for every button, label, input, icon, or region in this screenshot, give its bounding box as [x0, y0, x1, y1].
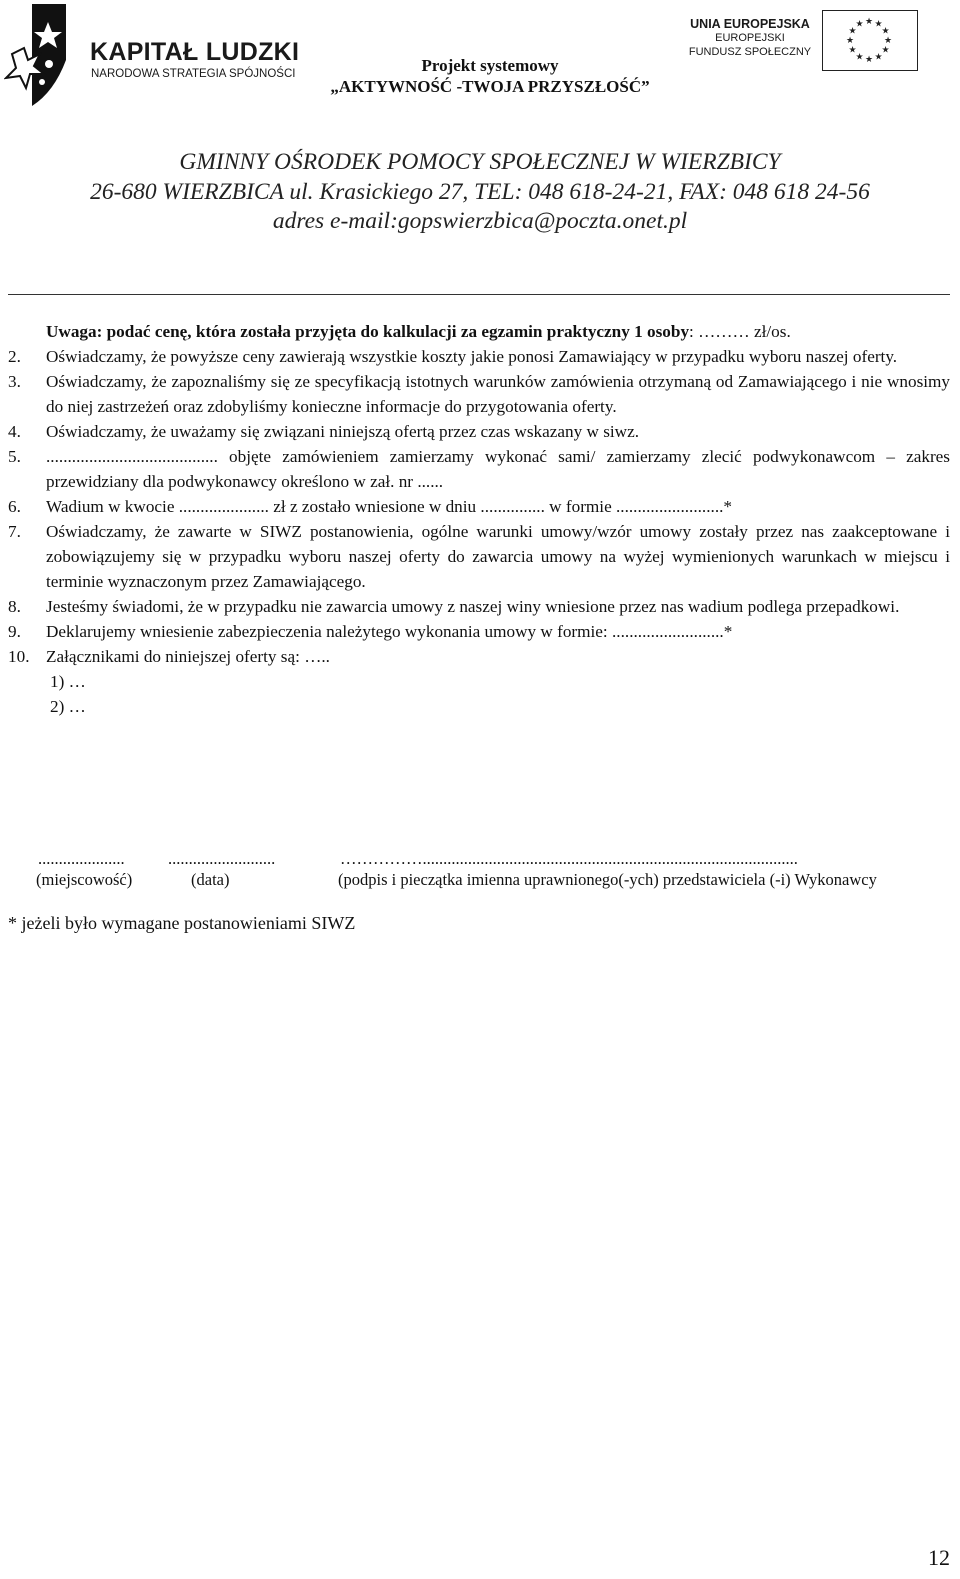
item-number: 3.: [8, 372, 21, 391]
eu-star-icon: ★: [874, 51, 883, 62]
signature-dots: ……………...........................................................................................: [340, 849, 798, 868]
eu-star-icon: ★: [864, 54, 874, 64]
list-item: [8, 444, 950, 494]
item-number: 10.: [8, 647, 30, 666]
office-address: 26-680 WIERZBICA ul. Krasickiego 27, TEL: 048 618-24-21, FAX: 048 618 24-56: [90, 178, 870, 205]
item-number: 2.: [8, 347, 21, 366]
item-number: 6.: [8, 497, 21, 516]
item-text: Deklarujemy wniesienie zabezpieczenia należytego wykonania umowy w formie: ..........................*: [46, 622, 733, 641]
list-item: [8, 594, 950, 619]
eu-star-icon: ★: [874, 18, 883, 29]
office-name: GMINNY OŚRODEK POMOCY SPOŁECZNEJ W WIERZBICY: [179, 149, 781, 175]
item-text: Załącznikami do niniejszej oferty są: …..: [46, 647, 330, 666]
offer-declarations: [8, 319, 950, 719]
place-dots: .....................: [38, 849, 125, 868]
item-number: 4.: [8, 422, 21, 441]
eu-star-icon: ★: [848, 44, 857, 55]
list-item: [8, 419, 950, 444]
item-text: Oświadczamy, że powyższe ceny zawierają wszystkie koszty jakie ponosi Zamawiający w przypadku wyboru naszej oferty.: [46, 347, 898, 366]
eu-star-icon: ★: [855, 51, 864, 62]
item-number: 5.: [8, 447, 21, 466]
list-item: [8, 644, 950, 669]
eu-star-icon: ★: [848, 25, 857, 36]
price-note-bold: Uwaga: podać cenę, która została przyjęta do kalkulacji za egzamin praktyczny 1 osoby: [46, 322, 690, 341]
eu-stars-icon: [823, 11, 916, 69]
office-email: adres e-mail:gopswierzbica@poczta.onet.pl: [272, 208, 688, 234]
header-divider: [8, 294, 950, 295]
item-text: Oświadczamy, że zapoznaliśmy się ze specyfikacją istotnych warunków zamówienia otrzymaną od Zamawiającego i nie wnosimy do niej zastrzeżeń oraz zdobyliśmy konieczne informacje do przygotowania oferty.: [46, 372, 950, 416]
list-item: [8, 369, 950, 419]
project-title: [300, 55, 680, 97]
eu-flag-icon: [822, 10, 918, 71]
kapital-ludzki-logo: [4, 2, 304, 114]
office-header: [0, 148, 960, 237]
item-text: Jesteśmy świadomi, że w przypadku nie zawarcia umowy z naszej winy wniesione przez nas wadium podlega przepadkowi.: [46, 597, 900, 616]
footnote: * jeżeli było wymagane postanowieniami SIWZ: [8, 913, 356, 933]
list-item: [8, 519, 950, 594]
place-label: (miejscowość): [36, 870, 133, 889]
eu-star-icon: ★: [881, 25, 890, 36]
page-number: 12: [928, 1545, 950, 1570]
list-item: [8, 619, 950, 644]
eu-star-icon: ★: [845, 35, 855, 45]
item-text: Wadium w kwocie ..................... zł z zostało wniesione w dniu ............... w formie .........................*: [46, 497, 733, 516]
project-line-2: „AKTYWNOŚĆ -TWOJA PRZYSZŁOŚĆ”: [330, 77, 650, 96]
eu-line-1: UNIA EUROPEJSKA: [690, 17, 810, 31]
attachment-item: 1) …: [50, 672, 86, 691]
attachment-item: 2) …: [50, 697, 86, 716]
item-text: Oświadczamy, że zawarte w SIWZ postanowienia, ogólne warunki umowy/wzór umowy zostały przez nas zaakceptowane i zobowiązujemy się w przypadku wyboru naszej oferty do zawarcia umowy na wyżej wymienionych warunkach w miejscu i terminie wyznaczonym przez Zamawiającego.: [46, 522, 950, 591]
list-item: [8, 344, 950, 369]
item-text: Oświadczamy, że uważamy się związani niniejszą ofertą przez czas wskazany w siwz.: [46, 422, 640, 441]
project-line-1: Projekt systemowy: [421, 56, 559, 75]
signature-label: (podpis i pieczątka imienna uprawnionego(-ych) przedstawiciela (-i) Wykonawcy: [338, 870, 877, 889]
item-number: 9.: [8, 622, 21, 641]
kapital-ludzki-subtitle: NARODOWA STRATEGIA SPÓJNOŚCI: [91, 68, 296, 80]
eu-star-icon: ★: [881, 44, 890, 55]
price-note-rest: : ……… zł/os.: [689, 322, 791, 341]
date-dots: ..........................: [168, 849, 276, 868]
eu-star-icon: ★: [883, 35, 893, 45]
eu-line-3: FUNDUSZ SPOŁECZNY: [688, 46, 812, 58]
eu-text: [680, 17, 820, 59]
item-number: 8.: [8, 597, 21, 616]
eu-line-2: EUROPEJSKI: [715, 32, 785, 44]
eu-star-icon: ★: [855, 18, 864, 29]
list-item: [8, 494, 950, 519]
item-number: 7.: [8, 522, 21, 541]
kapital-ludzki-emblem-icon: [4, 2, 84, 114]
price-note: [8, 319, 950, 344]
date-label: (data): [191, 870, 230, 889]
kapital-ludzki-title: KAPITAŁ LUDZKI: [90, 38, 300, 66]
eu-star-icon: ★: [864, 16, 874, 26]
item-text: ........................................ objęte zamówieniem zamierzamy wykonać sami/ zamierzamy zlecić podwykonawcom – zakres przewidziany dla podwykonawcy określono w zał. nr ......: [46, 447, 950, 491]
